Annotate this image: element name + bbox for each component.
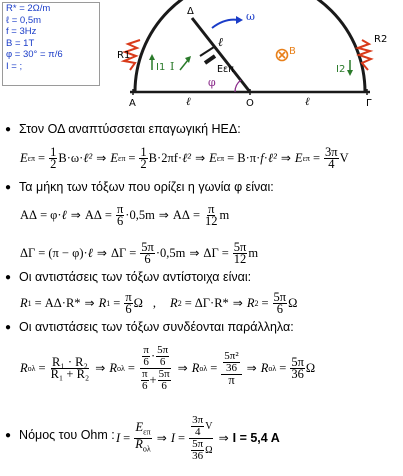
dot: · bbox=[79, 150, 84, 165]
equals: = bbox=[312, 150, 321, 165]
emf-plate bbox=[200, 47, 214, 56]
compound-denominator bbox=[139, 369, 173, 392]
fraction-5pi-6 bbox=[273, 289, 288, 316]
fraction-5pi-36 bbox=[290, 354, 305, 381]
equation-arc-ad bbox=[20, 198, 229, 232]
symbol-ell-squared: ℓ² bbox=[182, 150, 192, 165]
current-i2-arrowhead bbox=[347, 70, 353, 76]
equals: = bbox=[279, 360, 287, 375]
dot: · bbox=[256, 150, 261, 165]
equals: = bbox=[210, 360, 218, 375]
implies-arrow: ⇒ bbox=[195, 150, 206, 165]
denominator: 36 bbox=[225, 361, 237, 374]
resistor-r2 bbox=[358, 40, 371, 70]
symbol-e: E bbox=[135, 420, 144, 434]
symbol-r: R bbox=[109, 360, 117, 375]
dot: · bbox=[245, 150, 250, 165]
equation-arc-dg bbox=[20, 236, 258, 270]
symbol-dg: ΔΓ bbox=[203, 245, 219, 260]
denominator: 36 bbox=[192, 449, 204, 462]
symbol-ad: ΑΔ bbox=[20, 207, 38, 222]
emf-plate bbox=[205, 56, 215, 63]
denominator: 6 bbox=[161, 379, 167, 392]
point-label-d: Δ bbox=[187, 6, 194, 17]
equals: = bbox=[129, 245, 137, 260]
unit-ohm: Ω bbox=[133, 295, 143, 310]
unit-ohm: Ω bbox=[205, 444, 213, 456]
value-half-m: 0,5m bbox=[129, 207, 155, 222]
denominator: 6 bbox=[159, 355, 166, 368]
sub-2: 2 bbox=[177, 298, 182, 308]
implies-arrow: ⇒ bbox=[156, 430, 167, 445]
denominator: R₁ + R₂ bbox=[50, 366, 90, 381]
symbol-b: B bbox=[148, 150, 158, 165]
fraction-half bbox=[49, 144, 57, 171]
fraction-half bbox=[139, 144, 147, 171]
fraction-pi-6 bbox=[141, 369, 149, 392]
compound-numerator bbox=[221, 351, 241, 375]
fraction-pi-6 bbox=[142, 345, 150, 368]
fraction-5pi-12 bbox=[233, 239, 248, 266]
numerator: R₁ · R₂ bbox=[52, 354, 88, 369]
fraction-5pi-6 bbox=[156, 345, 169, 368]
equation-ohm bbox=[116, 410, 280, 466]
current-i1-label: I1 bbox=[156, 62, 166, 73]
symbol-r: R bbox=[260, 360, 269, 375]
numerator: π bbox=[208, 201, 215, 216]
current-i2-label: I2 bbox=[336, 64, 346, 75]
sub-ol: ολ bbox=[199, 363, 208, 373]
symbol-pi-minus-phi: (π − φ) bbox=[48, 245, 84, 260]
symbol-i: I bbox=[170, 430, 175, 445]
equation-emf bbox=[20, 140, 349, 176]
equals: = bbox=[113, 295, 121, 310]
numerator: 5π bbox=[158, 367, 170, 380]
sub-ep: επ bbox=[216, 153, 225, 163]
symbol-dg: ΔΓ bbox=[194, 295, 211, 310]
unit-m: m bbox=[219, 207, 230, 222]
value-half-m: 0,5m bbox=[160, 245, 186, 260]
sub-ol: ολ bbox=[27, 363, 36, 373]
symbol-e: E bbox=[110, 150, 118, 165]
given-line: B = 1T bbox=[6, 37, 35, 49]
numerator: 1 bbox=[50, 144, 57, 159]
implies-arrow: ⇒ bbox=[218, 430, 229, 445]
fraction-pi-12 bbox=[204, 201, 219, 228]
emf-label: Eεπ bbox=[217, 64, 234, 75]
symbol-e: E bbox=[20, 150, 28, 165]
symbol-phi: φ bbox=[50, 207, 58, 222]
point-label-a: Α bbox=[129, 98, 136, 109]
denominator: 6 bbox=[125, 301, 132, 316]
sub-ol: ολ bbox=[117, 363, 125, 373]
equals: = bbox=[123, 430, 131, 445]
symbol-r: R bbox=[170, 295, 178, 310]
fraction-pi-6 bbox=[124, 289, 132, 316]
equals: = bbox=[127, 360, 135, 375]
fraction-5pi-6 bbox=[158, 369, 171, 392]
fraction-compound bbox=[139, 345, 173, 392]
step-3-heading: ● Οι αντιστάσεις των τόξων αντίστοιχα είναι: bbox=[5, 270, 251, 284]
dot: · bbox=[150, 348, 156, 363]
step-5-heading: ● Νόμος του Ohm : bbox=[5, 428, 115, 442]
equation-resistances bbox=[20, 286, 297, 320]
dimension-label-right: ℓ bbox=[305, 95, 310, 108]
symbol-pi: π bbox=[249, 150, 257, 165]
dot: · bbox=[125, 207, 130, 222]
implies-arrow: ⇒ bbox=[96, 150, 107, 165]
symbol-ad: ΑΔ bbox=[84, 207, 102, 222]
sub-1: 1 bbox=[27, 298, 32, 308]
denominator: 6 bbox=[116, 213, 124, 228]
dot: · bbox=[57, 207, 62, 222]
equals: = bbox=[178, 430, 186, 445]
implies-arrow: ⇒ bbox=[95, 360, 106, 375]
symbol-ell-squared: ℓ² bbox=[83, 150, 93, 165]
dot: · bbox=[177, 150, 183, 165]
numerator: π bbox=[125, 289, 132, 304]
fraction-5pi2-36 bbox=[223, 351, 239, 374]
unit-ohm: Ω bbox=[288, 295, 298, 310]
denominator: 6 bbox=[143, 355, 149, 368]
symbol-ell: ℓ bbox=[61, 207, 67, 222]
numerator: 5π bbox=[273, 289, 287, 304]
equals: = bbox=[38, 360, 46, 375]
symbol-r: R bbox=[98, 295, 107, 310]
equals: = bbox=[40, 207, 48, 222]
denominator: 6 bbox=[144, 251, 151, 266]
semicircle-circuit-diagram bbox=[100, 0, 403, 112]
given-values-box bbox=[2, 2, 100, 86]
given-line: I = ; bbox=[6, 60, 23, 72]
sub-ep: επ bbox=[302, 153, 310, 163]
symbol-r: R bbox=[135, 436, 143, 451]
symbol-ad: ΑΔ bbox=[44, 295, 62, 310]
equals: = bbox=[38, 150, 46, 165]
equals: = bbox=[104, 207, 112, 222]
step-2-heading: ● Τα μήκη των τόξων που ορίζει η γωνία φ είναι: bbox=[5, 180, 274, 194]
fraction-product-over-sum bbox=[50, 354, 91, 381]
equals: = bbox=[261, 295, 269, 310]
denominator: 4 bbox=[194, 425, 201, 438]
fraction-pi-6 bbox=[116, 201, 124, 228]
sub-ep: επ bbox=[143, 427, 151, 437]
sub-ol: ολ bbox=[142, 444, 151, 453]
numerator: 5π bbox=[291, 354, 304, 369]
numerator: 3π bbox=[192, 413, 204, 426]
sub-ep: επ bbox=[27, 153, 36, 163]
field-cross bbox=[279, 52, 285, 58]
resistor-r2-label: R2 bbox=[374, 34, 388, 45]
symbol-rstar: R* bbox=[214, 295, 229, 310]
current-i-arrow bbox=[180, 60, 188, 70]
step-1-heading: ● Στον ΟΔ αναπτύσσεται επαγωγική ΗΕΔ: bbox=[5, 122, 241, 136]
sub-2: 2 bbox=[254, 298, 259, 308]
symbol-e: E bbox=[294, 150, 303, 165]
symbol-e: E bbox=[209, 150, 217, 165]
point-label-o: Ο bbox=[246, 98, 254, 109]
denominator: 36 bbox=[291, 366, 304, 381]
symbol-i: I bbox=[116, 430, 121, 445]
dimension-label-left: ℓ bbox=[186, 95, 191, 108]
fraction-e-over-r bbox=[134, 422, 152, 454]
implies-arrow: ⇒ bbox=[70, 207, 81, 222]
compound-denominator bbox=[189, 439, 214, 462]
sub-ep: επ bbox=[117, 153, 126, 163]
dot: · bbox=[155, 245, 160, 260]
dot: · bbox=[157, 150, 162, 165]
omega-arrowhead bbox=[236, 16, 243, 24]
denominator: 12 bbox=[233, 251, 247, 266]
symbol-rstar: R* bbox=[65, 295, 81, 310]
numerator: 3π bbox=[325, 144, 338, 159]
implies-arrow: ⇒ bbox=[280, 150, 291, 165]
numerator: π bbox=[143, 343, 149, 356]
given-line: ℓ = 0,5m bbox=[6, 14, 42, 26]
numerator: 5π bbox=[157, 343, 169, 356]
denominator: 4 bbox=[328, 156, 335, 171]
fraction-compound-2 bbox=[221, 351, 241, 386]
unit-volt: V bbox=[339, 150, 349, 165]
symbol-b: B bbox=[237, 150, 246, 165]
implies-arrow: ⇒ bbox=[158, 207, 169, 222]
equals: = bbox=[192, 207, 200, 222]
unit-m: m bbox=[248, 245, 259, 260]
field-label-b: B bbox=[289, 46, 296, 57]
current-label-i: I bbox=[170, 60, 175, 73]
denominator: 6 bbox=[141, 379, 148, 392]
symbol-ell: ℓ bbox=[87, 245, 93, 260]
sub-1: 1 bbox=[106, 298, 111, 308]
dot: · bbox=[66, 150, 71, 165]
numerator: π bbox=[141, 367, 148, 380]
numerator: π bbox=[116, 201, 124, 216]
omega-label: ω bbox=[246, 10, 255, 23]
symbol-dg: ΔΓ bbox=[110, 245, 127, 260]
denominator: π bbox=[228, 372, 235, 387]
resistor-r1-label: R1 bbox=[117, 50, 131, 61]
fraction-5pi-6 bbox=[140, 239, 155, 266]
implies-arrow: ⇒ bbox=[84, 295, 95, 310]
numerator: 5π bbox=[192, 437, 204, 450]
angle-phi-label: φ bbox=[208, 76, 216, 89]
sub-ol: ολ bbox=[268, 363, 277, 373]
implies-arrow: ⇒ bbox=[96, 245, 107, 260]
equals: = bbox=[38, 245, 46, 260]
symbol-r: R bbox=[191, 360, 200, 375]
symbol-r: R bbox=[246, 295, 255, 310]
equals: = bbox=[128, 150, 136, 165]
final-result: I = 5,4 A bbox=[232, 431, 280, 445]
unit-volt: V bbox=[205, 420, 213, 432]
equals: = bbox=[221, 245, 229, 260]
symbol-ad: ΑΔ bbox=[172, 207, 190, 222]
implies-arrow: ⇒ bbox=[232, 295, 243, 310]
given-line: f = 3Hz bbox=[6, 26, 37, 37]
given-line: R* = 2Ω/m bbox=[6, 3, 51, 14]
symbol-r: R bbox=[20, 295, 28, 310]
equals: = bbox=[184, 295, 192, 310]
numerator: 5π² bbox=[224, 349, 239, 362]
implies-arrow: ⇒ bbox=[189, 245, 200, 260]
dot: · bbox=[61, 295, 66, 310]
point-label-g: Γ bbox=[366, 98, 372, 109]
denominator: 2 bbox=[50, 156, 57, 171]
fraction-3pi-4 bbox=[191, 415, 204, 438]
symbol-dg: ΔΓ bbox=[20, 245, 36, 260]
given-line: φ = 30° = π/6 bbox=[6, 49, 63, 60]
implies-arrow: ⇒ bbox=[246, 360, 257, 375]
denominator: 2 bbox=[140, 156, 147, 171]
implies-arrow: ⇒ bbox=[177, 360, 188, 375]
equals: = bbox=[227, 150, 235, 165]
numerator: 5π bbox=[141, 239, 154, 254]
symbol-b: B bbox=[58, 150, 67, 165]
symbol-omega: ω bbox=[70, 150, 80, 165]
denominator bbox=[134, 436, 152, 455]
symbol-ell-squared: ℓ² bbox=[267, 150, 277, 165]
denominator: 6 bbox=[276, 301, 283, 316]
fraction-compound-3 bbox=[189, 415, 214, 462]
plus: + bbox=[149, 372, 157, 387]
rod-length-label: ℓ bbox=[218, 35, 223, 49]
compound-numerator bbox=[140, 345, 171, 369]
step-4-heading: ● Οι αντιστάσεις των τόξων συνδέονται παράλληλα: bbox=[5, 320, 294, 334]
dot: · bbox=[263, 150, 268, 165]
current-i1-arrowhead bbox=[149, 54, 155, 60]
symbol-2pif: 2πf bbox=[161, 150, 178, 165]
compound-numerator bbox=[189, 415, 213, 439]
denominator: 12 bbox=[205, 213, 218, 228]
equation-parallel bbox=[20, 342, 315, 394]
equals: = bbox=[34, 295, 42, 310]
fraction-emf-result bbox=[324, 144, 339, 171]
separator-comma: , bbox=[152, 295, 157, 310]
dot: · bbox=[83, 245, 88, 260]
numerator: 5π bbox=[233, 239, 247, 254]
fraction-5pi-36 bbox=[191, 439, 204, 462]
symbol-f: f bbox=[260, 150, 264, 165]
omega-arc-arrow bbox=[212, 20, 238, 28]
symbol-r: R bbox=[20, 360, 28, 375]
numerator: 1 bbox=[140, 144, 147, 159]
unit-ohm: Ω bbox=[305, 360, 316, 375]
dot: · bbox=[210, 295, 215, 310]
